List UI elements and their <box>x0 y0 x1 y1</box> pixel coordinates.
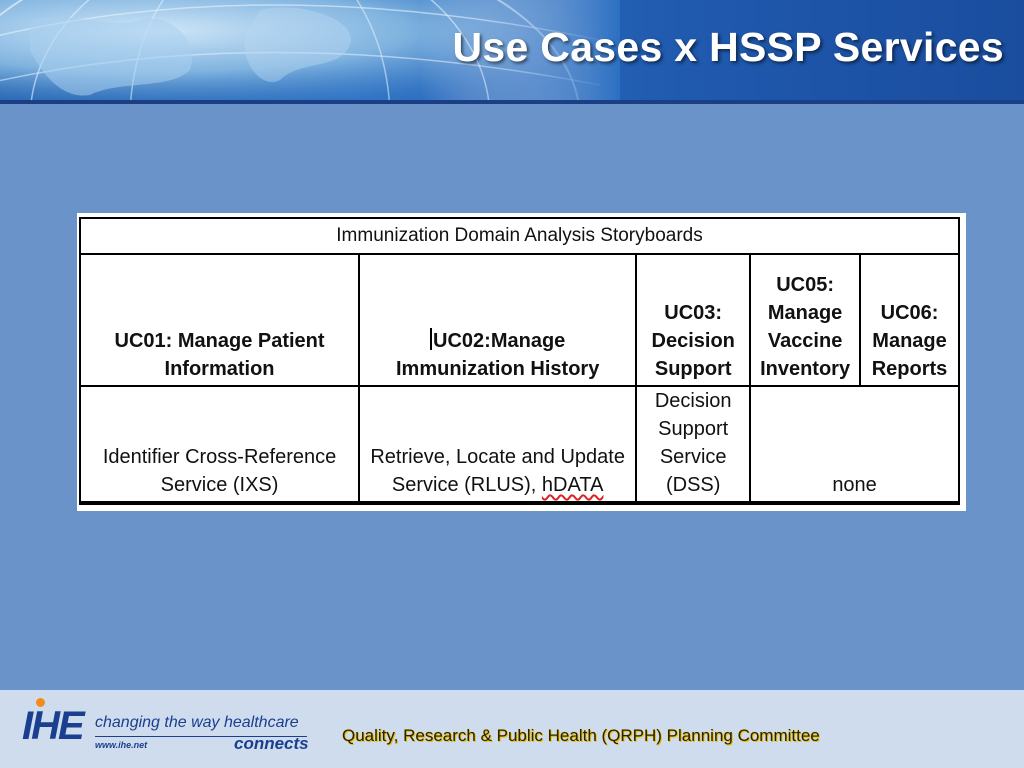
storyboard-table-image <box>77 213 966 511</box>
header-divider <box>0 100 1024 104</box>
use-case-uc01: UC01: Manage Patient Information <box>80 254 359 386</box>
service-uc02: Retrieve, Locate and Update Service (RLUS), hDATA <box>359 386 636 503</box>
text-cursor <box>430 328 432 350</box>
logo-url: www.ihe.net <box>95 740 148 750</box>
use-case-uc03: UC03: Decision Support <box>636 254 750 386</box>
spellcheck-flagged-word: hDATA <box>541 474 604 496</box>
use-case-uc02: UC02:Manage Immunization History <box>359 254 636 386</box>
service-uc01: Identifier Cross-Reference Service (IXS) <box>80 386 359 503</box>
slide-title: Use Cases x HSSP Services <box>452 24 1004 70</box>
service-row <box>80 386 959 503</box>
use-case-uc06: UC06: Manage Reports <box>860 254 959 386</box>
storyboard-table <box>79 217 960 505</box>
use-case-uc05: UC05: Manage Vaccine Inventory <box>750 254 860 386</box>
logo-connects: connects <box>234 734 309 753</box>
logo-wordmark: IHE <box>22 704 83 748</box>
table-caption-row <box>80 218 959 254</box>
service-uc05-uc06: none <box>750 386 959 503</box>
ihe-logo <box>22 698 322 760</box>
committee-name: Quality, Research & Public Health (QRPH) Planning Committee <box>342 726 820 745</box>
service-uc03: Decision Support Service (DSS) <box>636 386 750 503</box>
logo-tagline: changing the way healthcare <box>95 714 299 731</box>
slide-footer <box>0 690 1024 768</box>
table-caption: Immunization Domain Analysis Storyboards <box>80 218 959 254</box>
slide-header <box>0 0 1024 102</box>
use-case-row <box>80 254 959 386</box>
